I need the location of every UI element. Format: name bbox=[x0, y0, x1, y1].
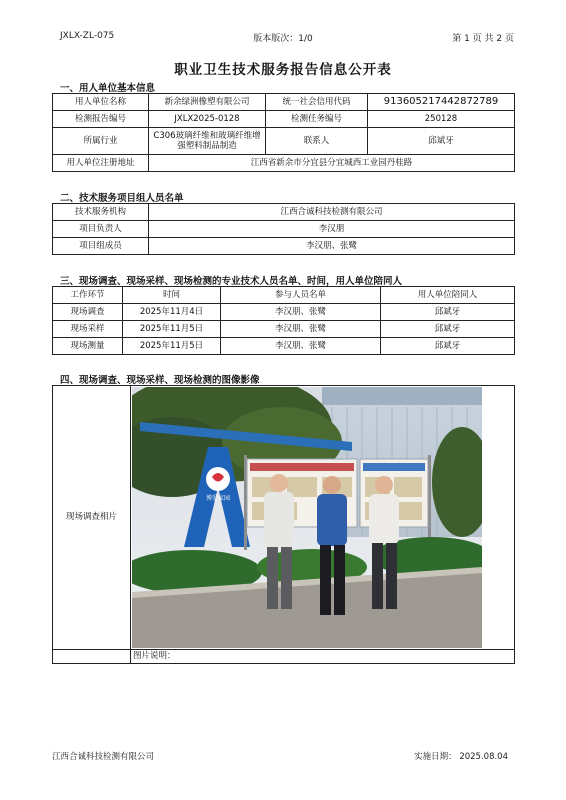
org-label: 技术服务机构 bbox=[53, 204, 149, 221]
task-no-value: 250128 bbox=[368, 111, 515, 128]
section-3-heading: 三、现场调查、现场采样、现场检测的专业技术人员名单、时间，用人单位陪同人 bbox=[60, 276, 403, 287]
members-label: 项目组成员 bbox=[53, 238, 149, 255]
onsite-staff-table bbox=[52, 286, 515, 355]
address-value: 江西省新余市分宜县分宜城西工业园丹桂路 bbox=[149, 155, 515, 172]
table-cell: 现场测量 bbox=[53, 338, 123, 355]
table-row bbox=[53, 321, 515, 338]
column-header: 用人单位陪同人 bbox=[381, 287, 515, 304]
photo-caption: 图片说明： bbox=[131, 650, 515, 664]
credit-code-value: 913605217442872789 bbox=[368, 94, 515, 111]
credit-code-label: 统一社会信用代码 bbox=[266, 94, 368, 111]
address-label: 用人单位注册地址 bbox=[53, 155, 149, 172]
version-text: 版本版次：1/0 bbox=[253, 34, 313, 44]
contact-value: 邱斌牙 bbox=[368, 128, 515, 155]
table-cell: 李汉朋、张鹭 bbox=[221, 338, 381, 355]
unit-name-value: 新余绿洲橡塑有限公司 bbox=[149, 94, 266, 111]
table-cell: 邱斌牙 bbox=[381, 321, 515, 338]
table-cell: 2025年11月5日 bbox=[123, 338, 221, 355]
caption-spacer bbox=[53, 650, 131, 664]
table-cell: 李汉朋、张鹭 bbox=[221, 304, 381, 321]
task-no-label: 检测任务编号 bbox=[266, 111, 368, 128]
table-cell: 李汉朋、张鹭 bbox=[221, 321, 381, 338]
section-2-heading: 二、技术服务项目组人员名单 bbox=[60, 193, 184, 204]
document-code: JXLX-ZL-075 bbox=[60, 31, 115, 41]
industry-value: C306玻璃纤维和玻璃纤维增强塑料制品制造 bbox=[149, 128, 266, 155]
table-cell: 2025年11月4日 bbox=[123, 304, 221, 321]
column-header: 工作环节 bbox=[53, 287, 123, 304]
section-4-heading: 四、现场调查、现场采样、现场检测的图像影像 bbox=[60, 375, 260, 386]
table-row bbox=[53, 338, 515, 355]
org-value: 江西合诚科技检测有限公司 bbox=[149, 204, 515, 221]
column-header: 时间 bbox=[123, 287, 221, 304]
section-1-heading: 一、用人单位基本信息 bbox=[60, 83, 156, 94]
page-number: 第 1 页 共 2 页 bbox=[452, 34, 514, 44]
team-table bbox=[52, 203, 515, 255]
table-cell: 现场调查 bbox=[53, 304, 123, 321]
column-header: 参与人员名单 bbox=[221, 287, 381, 304]
report-no-label: 检测报告编号 bbox=[53, 111, 149, 128]
unit-name-label: 用人单位名称 bbox=[53, 94, 149, 111]
footer-date: 实施日期： 2025.08.04 bbox=[414, 752, 508, 762]
table-row bbox=[53, 304, 515, 321]
footer-company: 江西合诚科技检测有限公司 bbox=[52, 752, 155, 762]
contact-label: 联系人 bbox=[266, 128, 368, 155]
table-cell: 现场采样 bbox=[53, 321, 123, 338]
photo-label: 现场调查相片 bbox=[53, 386, 131, 650]
site-survey-photo bbox=[132, 387, 482, 648]
leader-label: 项目负责人 bbox=[53, 221, 149, 238]
report-no-value: JXLX2025-0128 bbox=[149, 111, 266, 128]
leader-value: 李汉朋 bbox=[149, 221, 515, 238]
basic-info-table bbox=[52, 93, 515, 172]
sculpture-sign-text: 博爱家园 bbox=[205, 495, 231, 502]
table-cell: 邱斌牙 bbox=[381, 338, 515, 355]
table-cell: 2025年11月5日 bbox=[123, 321, 221, 338]
table-cell: 邱斌牙 bbox=[381, 304, 515, 321]
industry-label: 所属行业 bbox=[53, 128, 149, 155]
members-value: 李汉朋、张鹭 bbox=[149, 238, 515, 255]
page-title: 职业卫生技术服务报告信息公开表 bbox=[174, 62, 392, 78]
